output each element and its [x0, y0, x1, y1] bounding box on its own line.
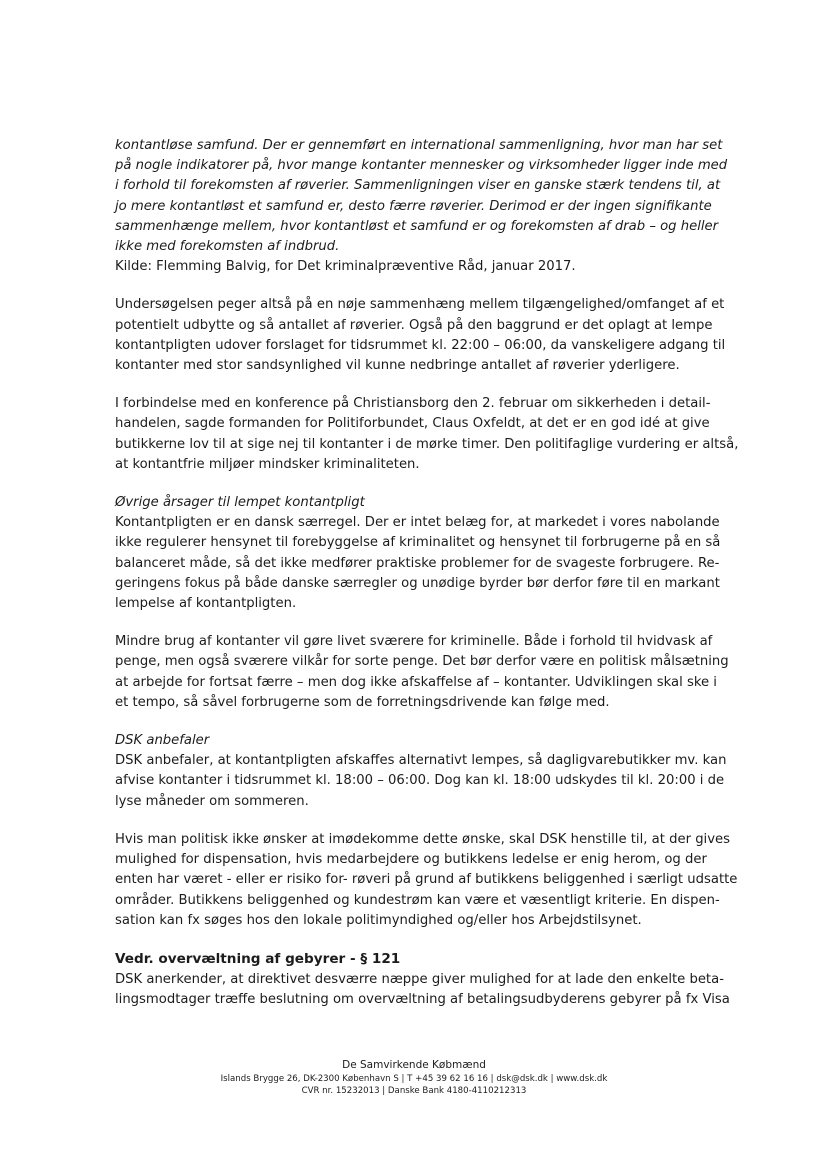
text-line: Undersøgelsen peger altså på en nøje sammenhæng mellem tilgængelighed/omfanget af et: [115, 297, 725, 313]
page-footer: [0, 1058, 828, 1097]
paragraph-dispensation: [115, 830, 738, 931]
source-line: Kilde: Flemming Balvig, for Det kriminalpræventive Råd, januar 2017.: [115, 259, 576, 275]
quote-line: kontantløse samfund. Der er gennemført en international sammenligning, hvor man har set: [115, 138, 723, 153]
text-line: mulighed for dispensation, hvis medarbejdere og butikkens ledelse er enig herom, og der: [115, 852, 707, 868]
text-line: at kontantfrie miljøer mindsker kriminaliteten.: [115, 456, 420, 472]
paragraph-other-reasons: [115, 513, 721, 614]
text-line: DSK anbefaler, at kontantpligten afskaffes alternativt lempes, så dagligvarebutikker mv. kan: [115, 753, 727, 769]
text-line: Kontantpligten er en dansk særregel. Der er intet belæg for, at markedet i vores nabolande: [115, 515, 720, 531]
text-line: lyse måneder om sommeren.: [115, 793, 309, 809]
paragraph-conference: [115, 394, 739, 475]
text-line: Mindre brug af kontanter vil gøre livet sværere for kriminelle. Både i forhold til hvidvask af: [115, 634, 713, 650]
quote-line: jo mere kontantløst et samfund er, desto færre røverier. Derimod er der ingen signifikante: [115, 198, 712, 214]
section-heading-fees: Vedr. overvæltning af gebyrer - § 121: [115, 950, 401, 967]
text-line: kontanter med stor sandsynlighed vil kunne nedbringe antallet af røverier yderligere.: [115, 358, 680, 374]
text-line: I forbindelse med en konference på Christiansborg den 2. februar om sikkerheden i detail-: [115, 396, 711, 412]
text-line: DSK anerkender, at direktivet desværre næppe giver mulighed for at lade den enkelte beta-: [115, 971, 724, 987]
text-line: at arbejde for fortsat færre – men dog ikke afskaffelse af – kontanter. Udviklingen skal ske i: [115, 674, 717, 690]
text-line: sation kan fx søges hos den lokale politimyndighed og/eller hos Arbejdstilsynet.: [115, 912, 642, 928]
text-line: geringens fokus på både danske særregler og unødige byrder bør derfor føre til en markant: [115, 575, 720, 591]
text-line: handelen, sagde formanden for Politiforbundet, Claus Oxfeldt, at det er en god idé at give: [115, 416, 710, 432]
section-title-other-reasons: Øvrige årsager til lempet kontantpligt: [115, 495, 365, 511]
text-line: områder. Butikkens beliggenhed og kundestrøm kan være et væsentligt kriterie. En dispen-: [115, 892, 720, 908]
text-line: lingsmodtager træffe beslutning om overvæltning af betalingsudbyderens gebyrer på fx Visa: [115, 992, 730, 1008]
quote-line: ikke med forekomsten af indbrud.: [115, 239, 340, 255]
text-line: lempelse af kontantpligten.: [115, 596, 297, 612]
quote-source: [115, 257, 717, 277]
text-line: butikkerne lov til at sige nej til kontanter i de mørke timer. Den politifaglige vurdering er altså,: [115, 436, 739, 452]
text-line: kontantpligten udover forslaget for tidsrummet kl. 22:00 – 06:00, da vanskeligere adgang til: [115, 337, 726, 353]
footer-cvr: CVR nr. 15232013 | Danske Bank 4180-4110212313: [301, 1086, 527, 1096]
paragraph-criminals: [115, 632, 729, 713]
footer-organization: De Samvirkende Købmænd: [342, 1059, 486, 1071]
footer-address: Islands Brygge 26, DK-2300 København S | T +45 39 62 16 16 | dsk@dsk.dk | www.dsk.dk: [220, 1074, 608, 1084]
text-line: Hvis man politisk ikke ønsker at imødekomme dette ønske, skal DSK henstille til, at der gives: [115, 831, 731, 847]
section-title-dsk-recommends: DSK anbefaler: [115, 733, 210, 749]
text-line: et tempo, så såvel forbrugerne som de forretningsdrivende kan følge med.: [115, 694, 610, 710]
text-line: balanceret måde, så det ikke medfører praktiske problemer for de svageste forbrugere. Re-: [115, 555, 720, 571]
quote-line: på nogle indikatorer på, hvor mange kontanter mennesker og virksomheder ligger inde med: [115, 158, 728, 174]
paragraph-investigation: [115, 295, 726, 376]
page-content: [115, 136, 739, 1010]
paragraph-dsk-recommends: [115, 751, 727, 812]
text-line: ikke regulerer hensynet til forebyggelse af kriminalitet og hensynet til forbrugerne på en så: [115, 535, 721, 551]
text-line: afvise kontanter i tidsrummet kl. 18:00 – 06:00. Dog kan kl. 18:00 udskydes til kl. 20:00 i de: [115, 773, 725, 789]
text-line: enten har været - eller er risiko for- røveri på grund af butikkens beliggenhed i særligt udsatte: [115, 872, 738, 888]
text-line: penge, men også sværere vilkår for sorte penge. Det bør derfor være en politisk målsætning: [115, 654, 729, 670]
intro-quote: [115, 136, 728, 257]
text-line: potentielt udbytte og så antallet af røverier. Også på den baggrund er det oplagt at lempe: [115, 317, 713, 333]
quote-line: i forhold til forekomsten af røverier. Sammenligningen viser en ganske stærk tendens til, at: [115, 178, 721, 194]
paragraph-fees: [115, 970, 730, 1010]
quote-line: sammenhænge mellem, hvor kontantløst et samfund er og forekomsten af drab – og heller: [115, 218, 719, 234]
